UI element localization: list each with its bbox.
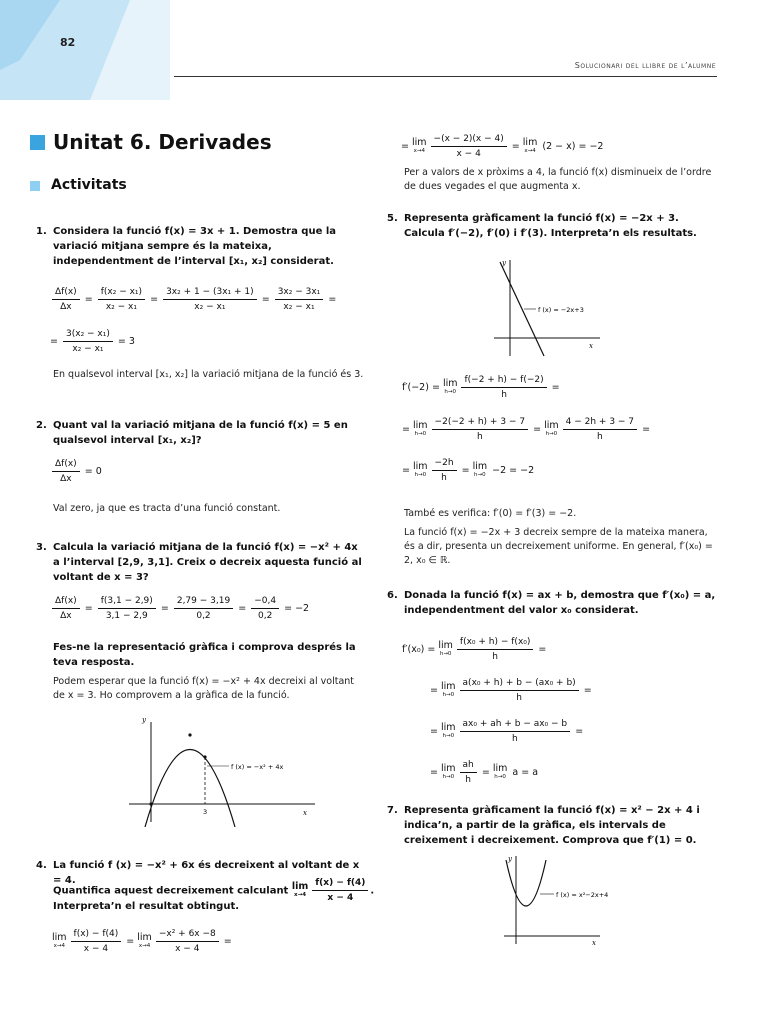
q5-equation-2: = lim h→0 $\frac{-2(-2 + h) + 3 - 7}{h}$ = lim h→0 $\frac{4 - 2h + 3 - 7}{h}$ = — [402, 417, 651, 442]
q3-equation: $\frac{\Delta f(x)}{\Delta x}$ = $\frac{f(3,1 - 2,9)}{3,1 - 2,9}$ = $\frac{2,79 - 3,19}{0,2}$ = $\frac{-0,4}{0,2}$ = −2 — [50, 595, 309, 622]
question-5 — [387, 211, 716, 241]
question-text: Representa gràficament la funció f(x) = −2x + 3. Calcula f′(−2), f′(0) i f′(3). Interpreta’n els resultats. — [404, 213, 697, 239]
q5-line-graph — [488, 256, 608, 360]
q6-equation-1: f′(x₀) = lim h→0 $\frac{\text{f(x₀ + h) − f(x₀)}}{h}$ = — [402, 637, 547, 662]
question-text: Quant val la variació mitjana de la funció f(x) = 5 en qualsevol interval [x₁, x₂]? — [53, 420, 348, 446]
q3-subquestion: Fes-ne la representació gràfica i comprova després la teva resposta. — [53, 642, 356, 668]
q5-answer-1: També es verifica: f′(0) = f′(3) = −2. — [404, 508, 577, 519]
q4-text-2: Quantifica aquest decreixement calculant lim x→4 $\frac{f(x) - f(4)}{x - 4}$ . — [53, 878, 375, 903]
question-6 — [387, 588, 716, 618]
axis-label-y: y — [508, 855, 512, 863]
function-label: f (x) = −2x+3 — [538, 306, 584, 314]
q5-equation-1: f′(−2) = lim h→0 $\frac{f(-2 + h) - f(-2)}{h}$ = — [402, 375, 560, 400]
function-label: f (x) = x²−2x+4 — [556, 891, 609, 899]
q1-equation-2: = $\frac{\text{3(x₂ − x₁)}}{\text{x₂ − x₁}}$ = 3 — [50, 329, 135, 354]
q6-equation-4: = lim h→0 $\frac{ah}{h}$ = lim h→0 a = a — [430, 760, 539, 785]
question-number: 6. — [387, 590, 398, 601]
q4-answer: Per a valors de x pròxims a 4, la funció f(x) disminueix de l’ordre de dues vegades el que augmenta x. — [404, 167, 712, 192]
corner-decoration — [0, 0, 170, 100]
question-number: 7. — [387, 805, 398, 816]
q5-answer-2: La funció f(x) = −2x + 3 decreix sempre de la mateixa manera, és a dir, presenta un decreixement uniforme. En general, f′(x₀) = 2, x₀ ∈ ℝ. — [404, 527, 713, 566]
section-title: Activitats — [51, 177, 127, 193]
unit-marker — [30, 135, 45, 150]
question-3 — [36, 540, 365, 585]
question-text: Considera la funció f(x) = 3x + 1. Demostra que la variació mitjana sempre és la mateixa, independentment de l’interval [x₁, x₂] considerat. — [53, 226, 337, 267]
q5-equation-3: = lim h→0 $\frac{-2h}{h}$ = lim h→0 −2 = −2 — [402, 458, 535, 483]
q4-text-3: Interpreta’n el resultat obtingut. — [53, 901, 240, 912]
question-7 — [387, 803, 716, 848]
question-1 — [36, 224, 365, 269]
header-rule — [174, 76, 717, 77]
page-number: 82 — [60, 36, 76, 49]
question-number: 2. — [36, 420, 47, 431]
q6-equation-2: = lim h→0 $\frac{\text{a(x₀ + h) + b − (ax₀ + b)}}{h}$ = — [430, 678, 592, 703]
axis-label-x: x — [592, 939, 596, 947]
q4-equation: lim x→4 $\frac{f(x) - f(4)}{x - 4}$ = lim x→4 $\frac{\text{−x² + 6x −8}}{x - 4}$ = — [52, 929, 232, 954]
question-2 — [36, 418, 365, 448]
q6-equation-3: = lim h→0 $\frac{\text{ax₀ + ah + b − ax₀ − b}}{h}$ = — [430, 719, 584, 744]
tick-label: 3 — [203, 808, 208, 816]
q4-continuation-equation: = lim x→4 $\frac{-(x - 2)(x - 4)}{x - 4}$ = lim x→4 (2 − x) = −2 — [401, 134, 604, 159]
axis-label-y: y — [142, 716, 146, 724]
q1-answer: En qualsevol interval [x₁, x₂] la variació mitjana de la funció és 3. — [53, 369, 364, 380]
unit-title: Unitat 6. Derivades — [53, 130, 272, 154]
question-number: 4. — [36, 860, 47, 871]
question-text: Donada la funció f(x) = ax + b, demostra que f′(x₀) = a, independentment del valor x₀ considerat. — [404, 590, 716, 616]
section-marker — [30, 181, 40, 191]
question-text: Representa gràficament la funció f(x) = x² − 2x + 4 i indica’n, a partir de la gràfica, els intervals de creixement i decreixement. Comprova que f′(1) = 0. — [404, 805, 700, 846]
question-text: La funció f (x) = −x² + 6x és decreixent al voltant de x = 4. — [53, 860, 360, 886]
q7-parabola-graph — [500, 852, 640, 948]
function-label: f (x) = −x² + 4x — [231, 763, 284, 771]
axis-label-y: y — [502, 259, 506, 267]
q2-answer: Val zero, ja que es tracta d’una funció constant. — [53, 503, 281, 514]
question-number: 3. — [36, 542, 47, 553]
q2-equation: $\frac{\Delta f(x)}{\Delta x}$ = 0 — [50, 458, 102, 485]
q3-parabola-graph — [125, 712, 325, 827]
question-number: 1. — [36, 226, 47, 237]
axis-label-x: x — [589, 342, 593, 350]
q3-answer: Podem esperar que la funció f(x) = −x² + 4x decreixi al voltant de x = 3. Ho comprovem a la gràfica de la funció. — [53, 676, 355, 701]
running-title: Solucionari del llibre de l’alumne — [574, 61, 716, 70]
axis-label-x: x — [303, 809, 307, 817]
question-text: Calcula la variació mitjana de la funció f(x) = −x² + 4x a l’interval [2,9, 3,1]. Creix o decreix aquesta funció al voltant de x = 3? — [53, 542, 362, 583]
q1-equation-1: $\frac{\Delta f(x)}{\Delta x}$ = $\frac{\text{f(x₂ − x₁)}}{\text{x₂ − x₁}}$ = $\frac{\text{3x₂ + 1 − (3x₁ + 1)}}{\text{x₂ − x₁}}$ = $\frac{\text{3x₂ − 3x₁}}{\text{x₂ − x₁}}$ = — [50, 286, 336, 313]
question-number: 5. — [387, 213, 398, 224]
